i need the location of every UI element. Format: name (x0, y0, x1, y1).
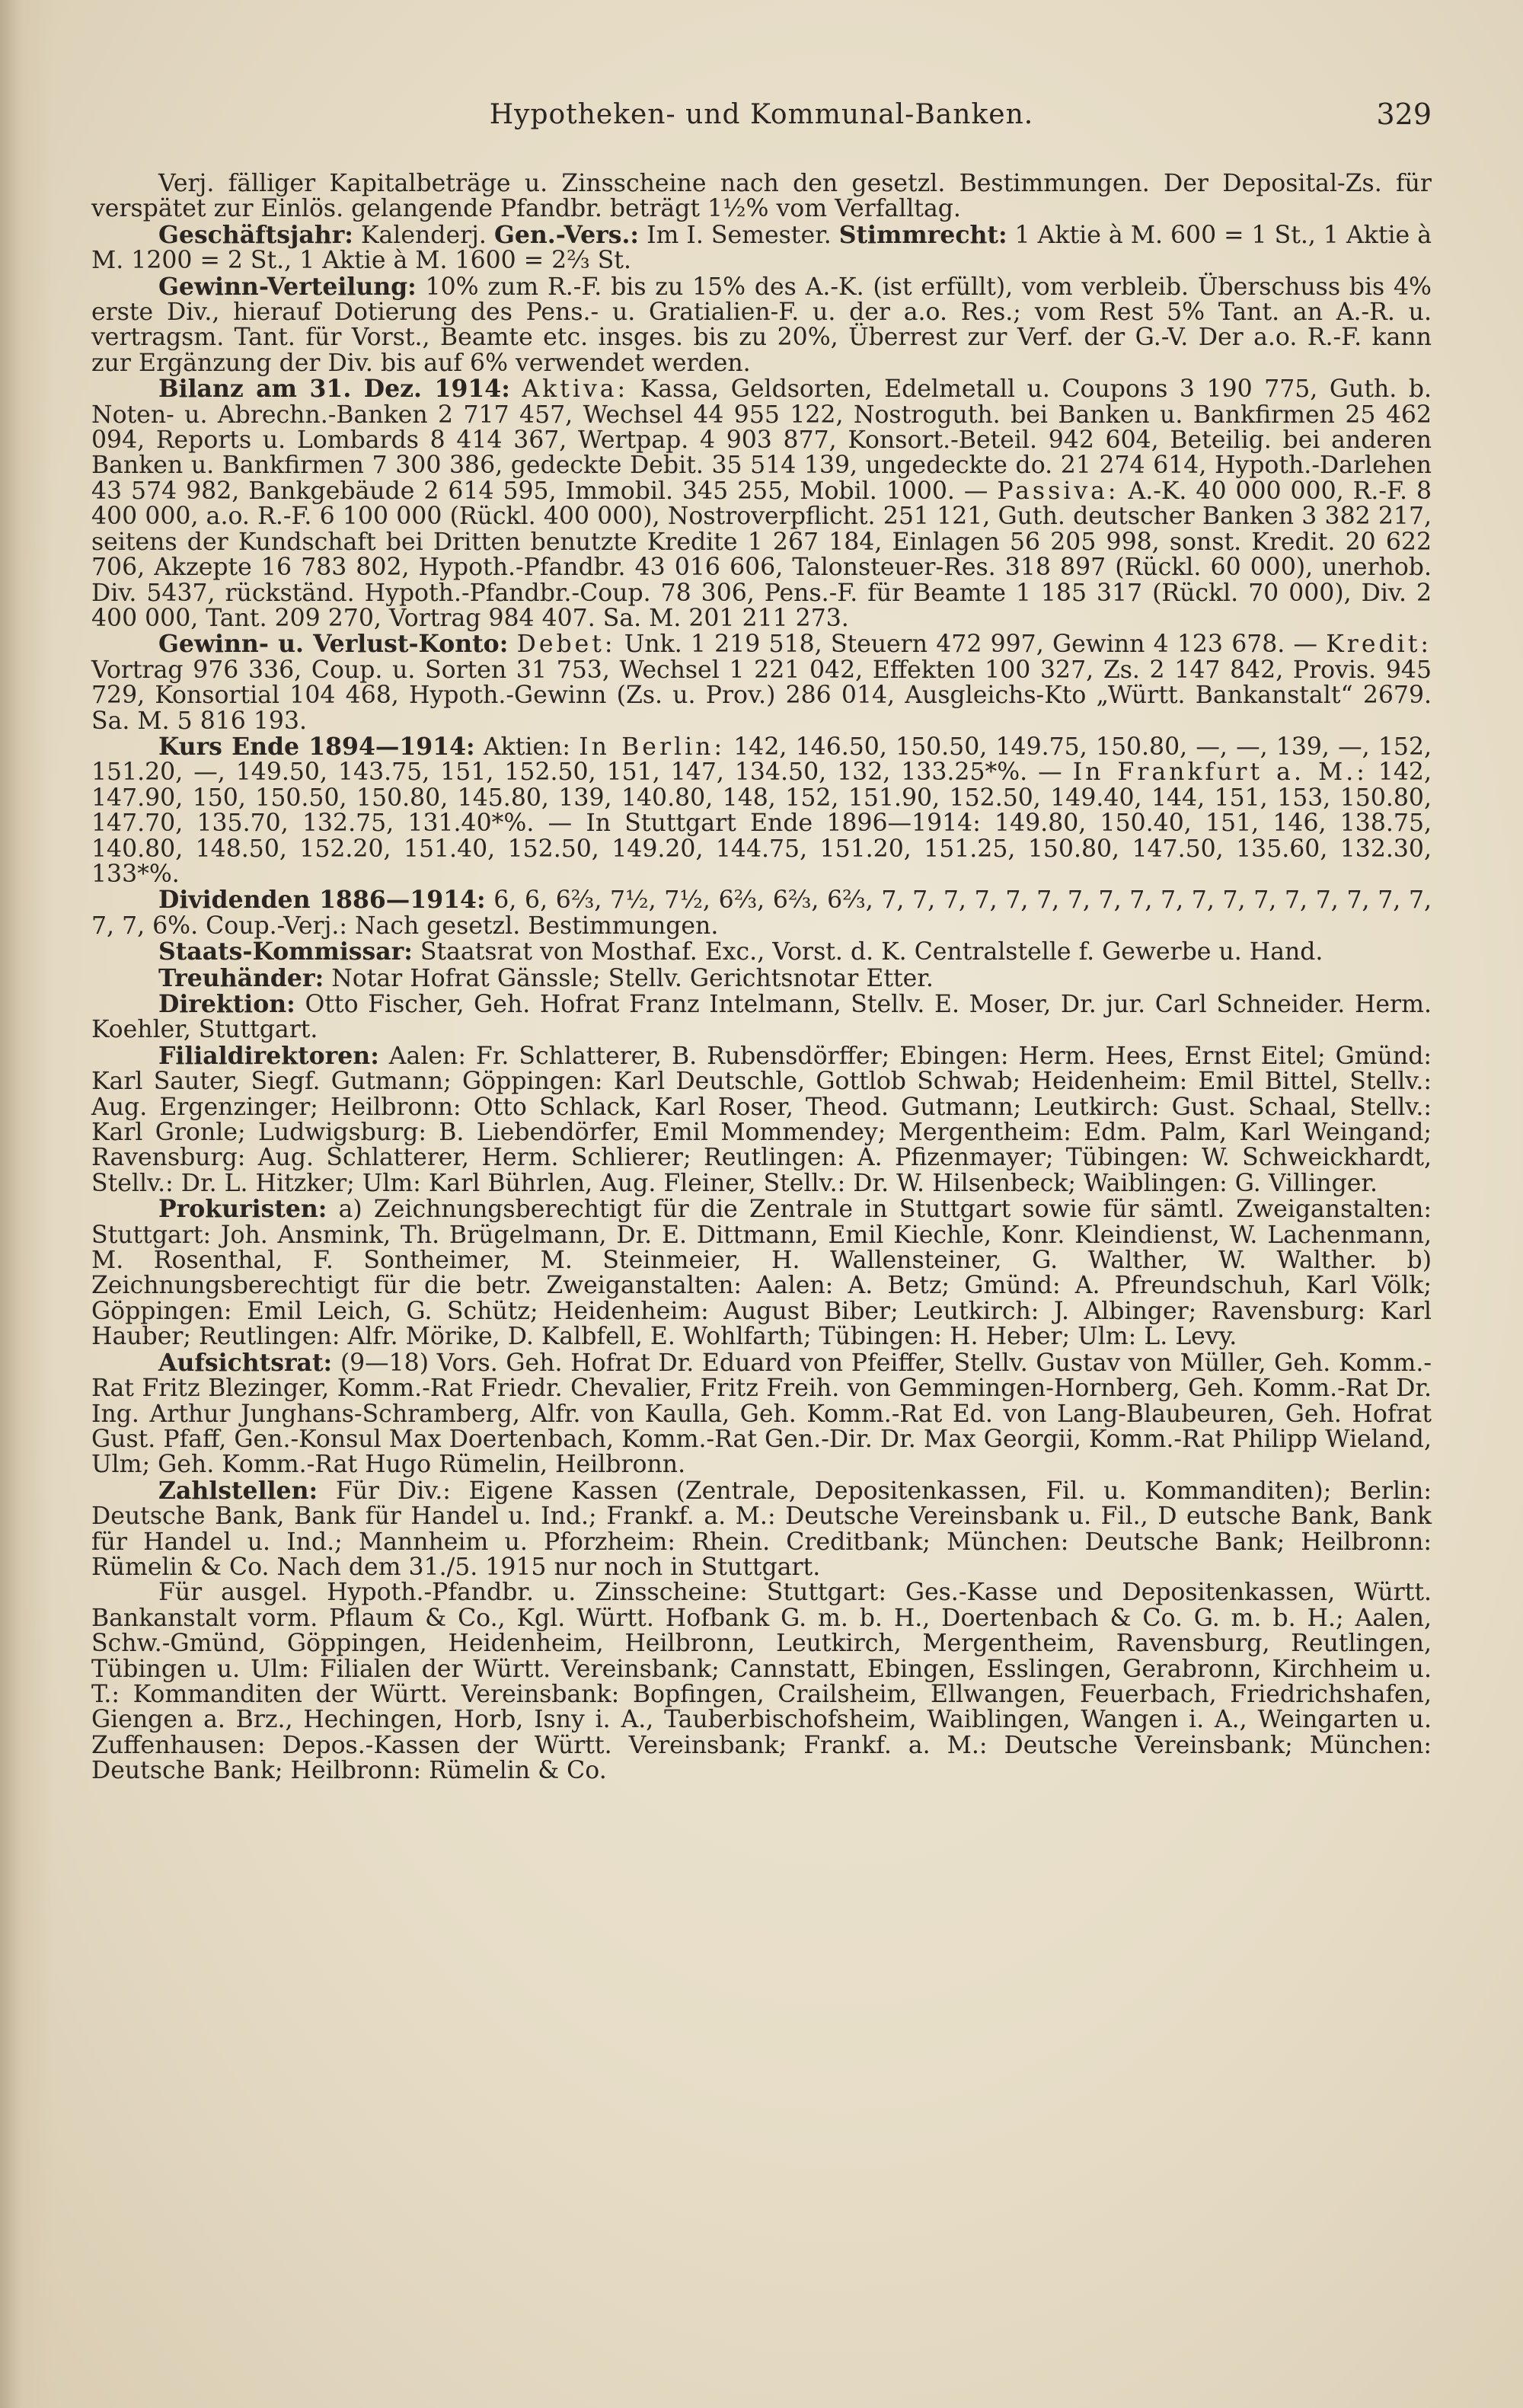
page-binding-edge (0, 0, 53, 2408)
paragraph-text: Verj. fälliger Kapitalbeträge u. Zinsscheine nach den gesetzl. Bestimmungen. Der Deposital-Zs. für verspätet zur Einlös. gelangende Pfandbr. beträgt 1½% vom Verfalltag. (91, 170, 1432, 223)
paragraph (91, 171, 1432, 222)
paragraph-text: 10% zum R.-F. bis zu 15% des A.-K. (ist erfüllt), vom verbleib. Überschuss bis 4% erste Div., hierauf Dotierung des Pens.- u. Gratialien-F. u. der a.o. Res.; vom Rest 5% Tant. an A.-R. u. vertragsm. Tant. für Vorst., Beamte etc. insges. bis zu 20%, Überrest zur Verf. der G.-V. Der a.o. R.-F. kann zur Ergänzung der Div. bis auf 6% verwendet werden. (91, 273, 1432, 377)
section-label: Bilanz am 31. Dez. 1914: (158, 375, 510, 404)
paragraph-text: Aalen: Fr. Schlatterer, B. Rubensdörffer; Ebingen: Herm. Hees, Ernst Eitel; Gmünd: Karl Sauter, Siegf. Gutmann; Göppingen: Karl Deutschle, Gottlob Schwab; Heidenheim: Emil Bittel, Stellv.: Aug. Ergenzinger; Heilbronn: Otto Schlack, Karl Roser, Theod. Gutmann; Leutkirch: Gust. Schaal, Stellv.: Karl Gronle; Ludwigsburg: B. Liebendörfer, Emil Mommendey; Mergentheim: Edm. Palm, Karl Weingand; Ravensburg: Aug. Schlatterer, Herm. Schlierer; Reutlingen: A. Pfizenmayer; Tübingen: W. Schweickhardt, Stellv.: Dr. L. Hitzker; Ulm: Karl Bührlen, Aug. Fleiner, Stellv.: Dr. W. Hilsenbeck; Waiblingen: G. Villinger. (91, 1042, 1432, 1197)
paragraph-text: Im I. Semester. (639, 221, 839, 249)
spaced-label: In Frankfurt a. M.: (1072, 758, 1368, 787)
paragraph (91, 631, 1432, 734)
paragraph (91, 963, 1432, 992)
section-label: Filialdirektoren: (158, 1041, 379, 1070)
paragraph (91, 1196, 1432, 1349)
section-label: Gen.-Vers.: (493, 220, 640, 249)
paragraph (91, 1043, 1432, 1196)
section-label: Aufsichtsrat: (158, 1348, 333, 1377)
paragraph (91, 274, 1432, 377)
paragraph-text: Unk. 1 219 518, Steuern 472 997, Gewinn 4 123 678. — (615, 631, 1327, 659)
paragraph-text: 142, 147.90, 150, 150.50, 150.80, 145.80, 139, 140.80, 148, 152, 151.90, 152.50, 149.40, 144, 151, 153, 150.80, 147.70, 135.70, 132.75, 131.40*%. — In Stuttgart Ende 1896—1914: 149.80, 150.40, 151, 146, 138.75, 140.80, 148.50, 152.20, 151.40, 152.50, 149.20, 144.75, 151.20, 151.25, 150.80, 147.50, 135.60, 132.30, 133*%. (91, 758, 1432, 888)
paragraph-text: A.-K. 40 000 000, R.-F. 8 400 000, a.o. R.-F. 6 100 000 (Rückl. 400 000), Nostroverpflicht. 251 121, Guth. deutscher Banken 3 382 217, seitens der Kundschaft bei Dritten benutzte Kredite 1 267 184, Einlagen 56 205 998, sonst. Kredit. 20 622 706, Akzepte 16 783 802, Hypoth.-Pfandbr. 43 016 606, Talonsteuer-Res. 318 897 (Rückl. 60 000), unerhob. Div. 5437, rückständ. Hypoth.-Pfandbr.-Coup. 78 306, Pens.-F. für Beamte 1 185 317 (Rückl. 70 000), Div. 2 400 000, Tant. 209 270, Vortrag 984 407. Sa. M. 201 211 273. (91, 477, 1432, 632)
paragraph (91, 992, 1432, 1043)
paragraph-text: Für ausgel. Hypoth.-Pfandbr. u. Zinsscheine: Stuttgart: Ges.-Kasse und Depositenkassen, Württ. Bankanstalt vorm. Pflaum & Co., Kgl. Württ. Hofbank G. m. b. H., Doertenbach & Co. G. m. b. H.; Aalen, Schw.-Gmünd, Göppingen, Heidenheim, Heilbronn, Leutkirch, Mergentheim, Ravensburg, Reutlingen, Tübingen u. Ulm: Filialen der Württ. Vereinsbank; Cannstatt, Ebingen, Esslingen, Gerabronn, Kirchheim u. T.: Kommanditen der Württ. Vereinsbank: Bopfingen, Crailsheim, Ellwangen, Feuerbach, Friedrichshafen, Giengen a. Brz., Hechingen, Horb, Isny i. A., Tauberbischofsheim, Waiblingen, Wangen i. A., Weingarten u. Zuffenhausen: Depos.-Kassen der Württ. Vereinsbank; Frankf. a. M.: Deutsche Vereinsbank; München: Deutsche Bank; Heilbronn: Rümelin & Co. (91, 1579, 1432, 1785)
paragraph (91, 734, 1432, 887)
paragraph-text: 1 Aktie à M. 600 = 1 St., 1 Aktie à M. 1200 = 2 St., 1 Aktie à M. 1600 = 2⅔ St. (91, 221, 1432, 275)
spaced-label: Kredit: (1326, 631, 1432, 659)
paragraph-text: Otto Fischer, Geh. Hofrat Franz Intelmann, Stellv. E. Moser, Dr. jur. Carl Schneider. Herm. Koehler, Stuttgart. (91, 991, 1432, 1044)
paragraph-text: a) Zeichnungsberechtigt für die Zentrale in Stuttgart sowie für sämtl. Zweiganstalten: Stuttgart: Joh. Ansmink, Th. Brügelmann, Dr. E. Dittmann, Emil Kiechle, Konr. Kleindienst, W. Lachenmann, M. Rosenthal, F. Sontheimer, M. Steinmeier, H. Wallensteiner, G. Walther, W. Walther. b) Zeichnungsberechtigt für die betr. Zweiganstalten: Aalen: A. Betz; Gmünd: A. Pfreundschuh, Karl Völk; Göppingen: Emil Leich, G. Schütz; Heidenheim: August Biber; Leutkirch: J. Albinger; Ravensburg: Karl Hauber; Reutlingen: Alfr. Mörike, D. Kalbfell, E. Wohlfarth; Tübingen: H. Heber; Ulm: L. Levy. (91, 1196, 1432, 1351)
section-label: Dividenden 1886—1914: (158, 886, 486, 915)
section-label: Stimmrecht: (838, 220, 1007, 249)
paragraph (91, 222, 1432, 274)
section-label: Staats-Kommissar: (158, 937, 413, 966)
running-header (91, 93, 1432, 139)
paragraph-text (508, 631, 516, 658)
paragraph-text: Notar Hofrat Gänssle; Stellv. Gerichtsnotar Etter. (324, 964, 934, 992)
section-label: Gewinn- u. Verlust-Konto: (158, 630, 509, 659)
paragraph-text: (9—18) Vors. Geh. Hofrat Dr. Eduard von Pfeiffer, Stellv. Gustav von Müller, Geh. Komm.-Rat Fritz Blezinger, Komm.-Rat Friedr. Chevalier, Fritz Freih. von Gemmingen-Hornberg, Geh. Komm.-Rat Dr. Ing. Arthur Junghans-Schramberg, Alfr. von Kaulla, Geh. Komm.-Rat Ed. von Lang-Blaubeuren, Geh. Hofrat Gust. Pfaff, Gen.-Konsul Max Doertenbach, Komm.-Rat Gen.-Dir. Dr. Max Georgii, Komm.-Rat Philipp Wieland, Ulm; Geh. Komm.-Rat Hugo Rümelin, Heilbronn. (91, 1349, 1432, 1479)
paragraph (91, 887, 1432, 939)
section-label: Prokuristen: (158, 1195, 327, 1224)
section-label: Zahlstellen: (158, 1476, 318, 1505)
paragraph-text: Kalenderj. (353, 221, 494, 249)
paragraph-text: Kassa, Geldsorten, Edelmetall u. Coupons 3 190 775, Guth. b. Noten- u. Abrechn.-Banken 2 717 457, Wechsel 44 955 122, Nostroguth. bei Banken u. Bankfirmen 25 462 094, Reports u. Lombards 8 414 367, Wertpap. 4 903 877, Konsort.-Beteil. 942 604, Beteilig. bei anderen Banken u. Bankfirmen 7 300 386, gedeckte Debit. 35 514 139, ungedeckte do. 21 274 614, Hypoth.-Darlehen 43 574 982, Bankgebäude 2 614 595, Immobil. 345 255, Mobil. 1000. — (91, 375, 1432, 505)
paragraph (91, 1350, 1432, 1478)
paragraph (91, 376, 1432, 631)
running-title: Hypotheken- und Kommunal-Banken. (489, 99, 1034, 130)
paragraph-text: 6, 6, 6⅔, 7½, 7½, 6⅔, 6⅔, 6⅔, 7, 7, 7, 7, 7, 7, 7, 7, 7, 7, 7, 7, 7, 7, 7, 7, 7, 7, 7, 7, 6%. Coup.-Verj.: Nach gesetzl. Bestimmungen. (91, 886, 1432, 940)
paragraph (91, 1478, 1432, 1581)
paragraph-text (510, 375, 522, 403)
section-label: Geschäftsjahr: (158, 220, 353, 249)
paragraph (91, 1580, 1432, 1784)
spaced-label: Aktiva: (522, 375, 629, 404)
section-label: Direktion: (158, 990, 295, 1018)
paragraph-text: Für Div.: Eigene Kassen (Zentrale, Depositenkassen, Fil. u. Kommanditen); Berlin: Deutsche Bank, Bank für Handel u. Ind.; Frankf. a. M.: Deutsche Vereinsbank u. Fil., D eutsche Bank, Bank für Handel u. Ind.; Mannheim u. Pforzheim: Rhein. Creditbank; München: Deutsche Bank; Heilbronn: Rümelin & Co. Nach dem 31./5. 1915 nur noch in Stuttgart. (91, 1477, 1432, 1581)
paragraph-text: 142, 146.50, 150.50, 149.75, 150.80, —, —, 139, —, 152, 151.20, —, 149.50, 143.75, 151, 152.50, 151, 147, 134.50, 132, 133.25*%. — (91, 733, 1432, 787)
paragraph-text: Aktien: (474, 733, 580, 761)
spaced-label: In Berlin: (579, 733, 726, 761)
section-label: Treuhänder: (158, 963, 324, 992)
paragraph-text: Vortrag 976 336, Coup. u. Sorten 31 753, Wechsel 1 221 042, Effekten 100 327, Zs. 2 147 842, Provis. 945 729, Konsortial 104 468, Hypoth.-Gewinn (Zs. u. Prov.) 286 014, Ausgleichs-Kto „Württ. Bankanstalt“ 2679. Sa. M. 5 816 193. (91, 656, 1432, 735)
section-label: Kurs Ende 1894—1914: (158, 732, 475, 761)
paragraph (91, 939, 1432, 965)
document-body (91, 171, 1432, 1784)
page-number: 329 (1376, 97, 1432, 131)
paragraph-text: Staatsrat von Mosthaf. Exc., Vorst. d. K. Centralstelle f. Gewerbe u. Hand. (412, 938, 1323, 966)
spaced-label: Debet: (516, 631, 616, 659)
spaced-label: Passiva: (997, 477, 1119, 505)
section-label: Gewinn-Verteilung: (158, 272, 417, 301)
